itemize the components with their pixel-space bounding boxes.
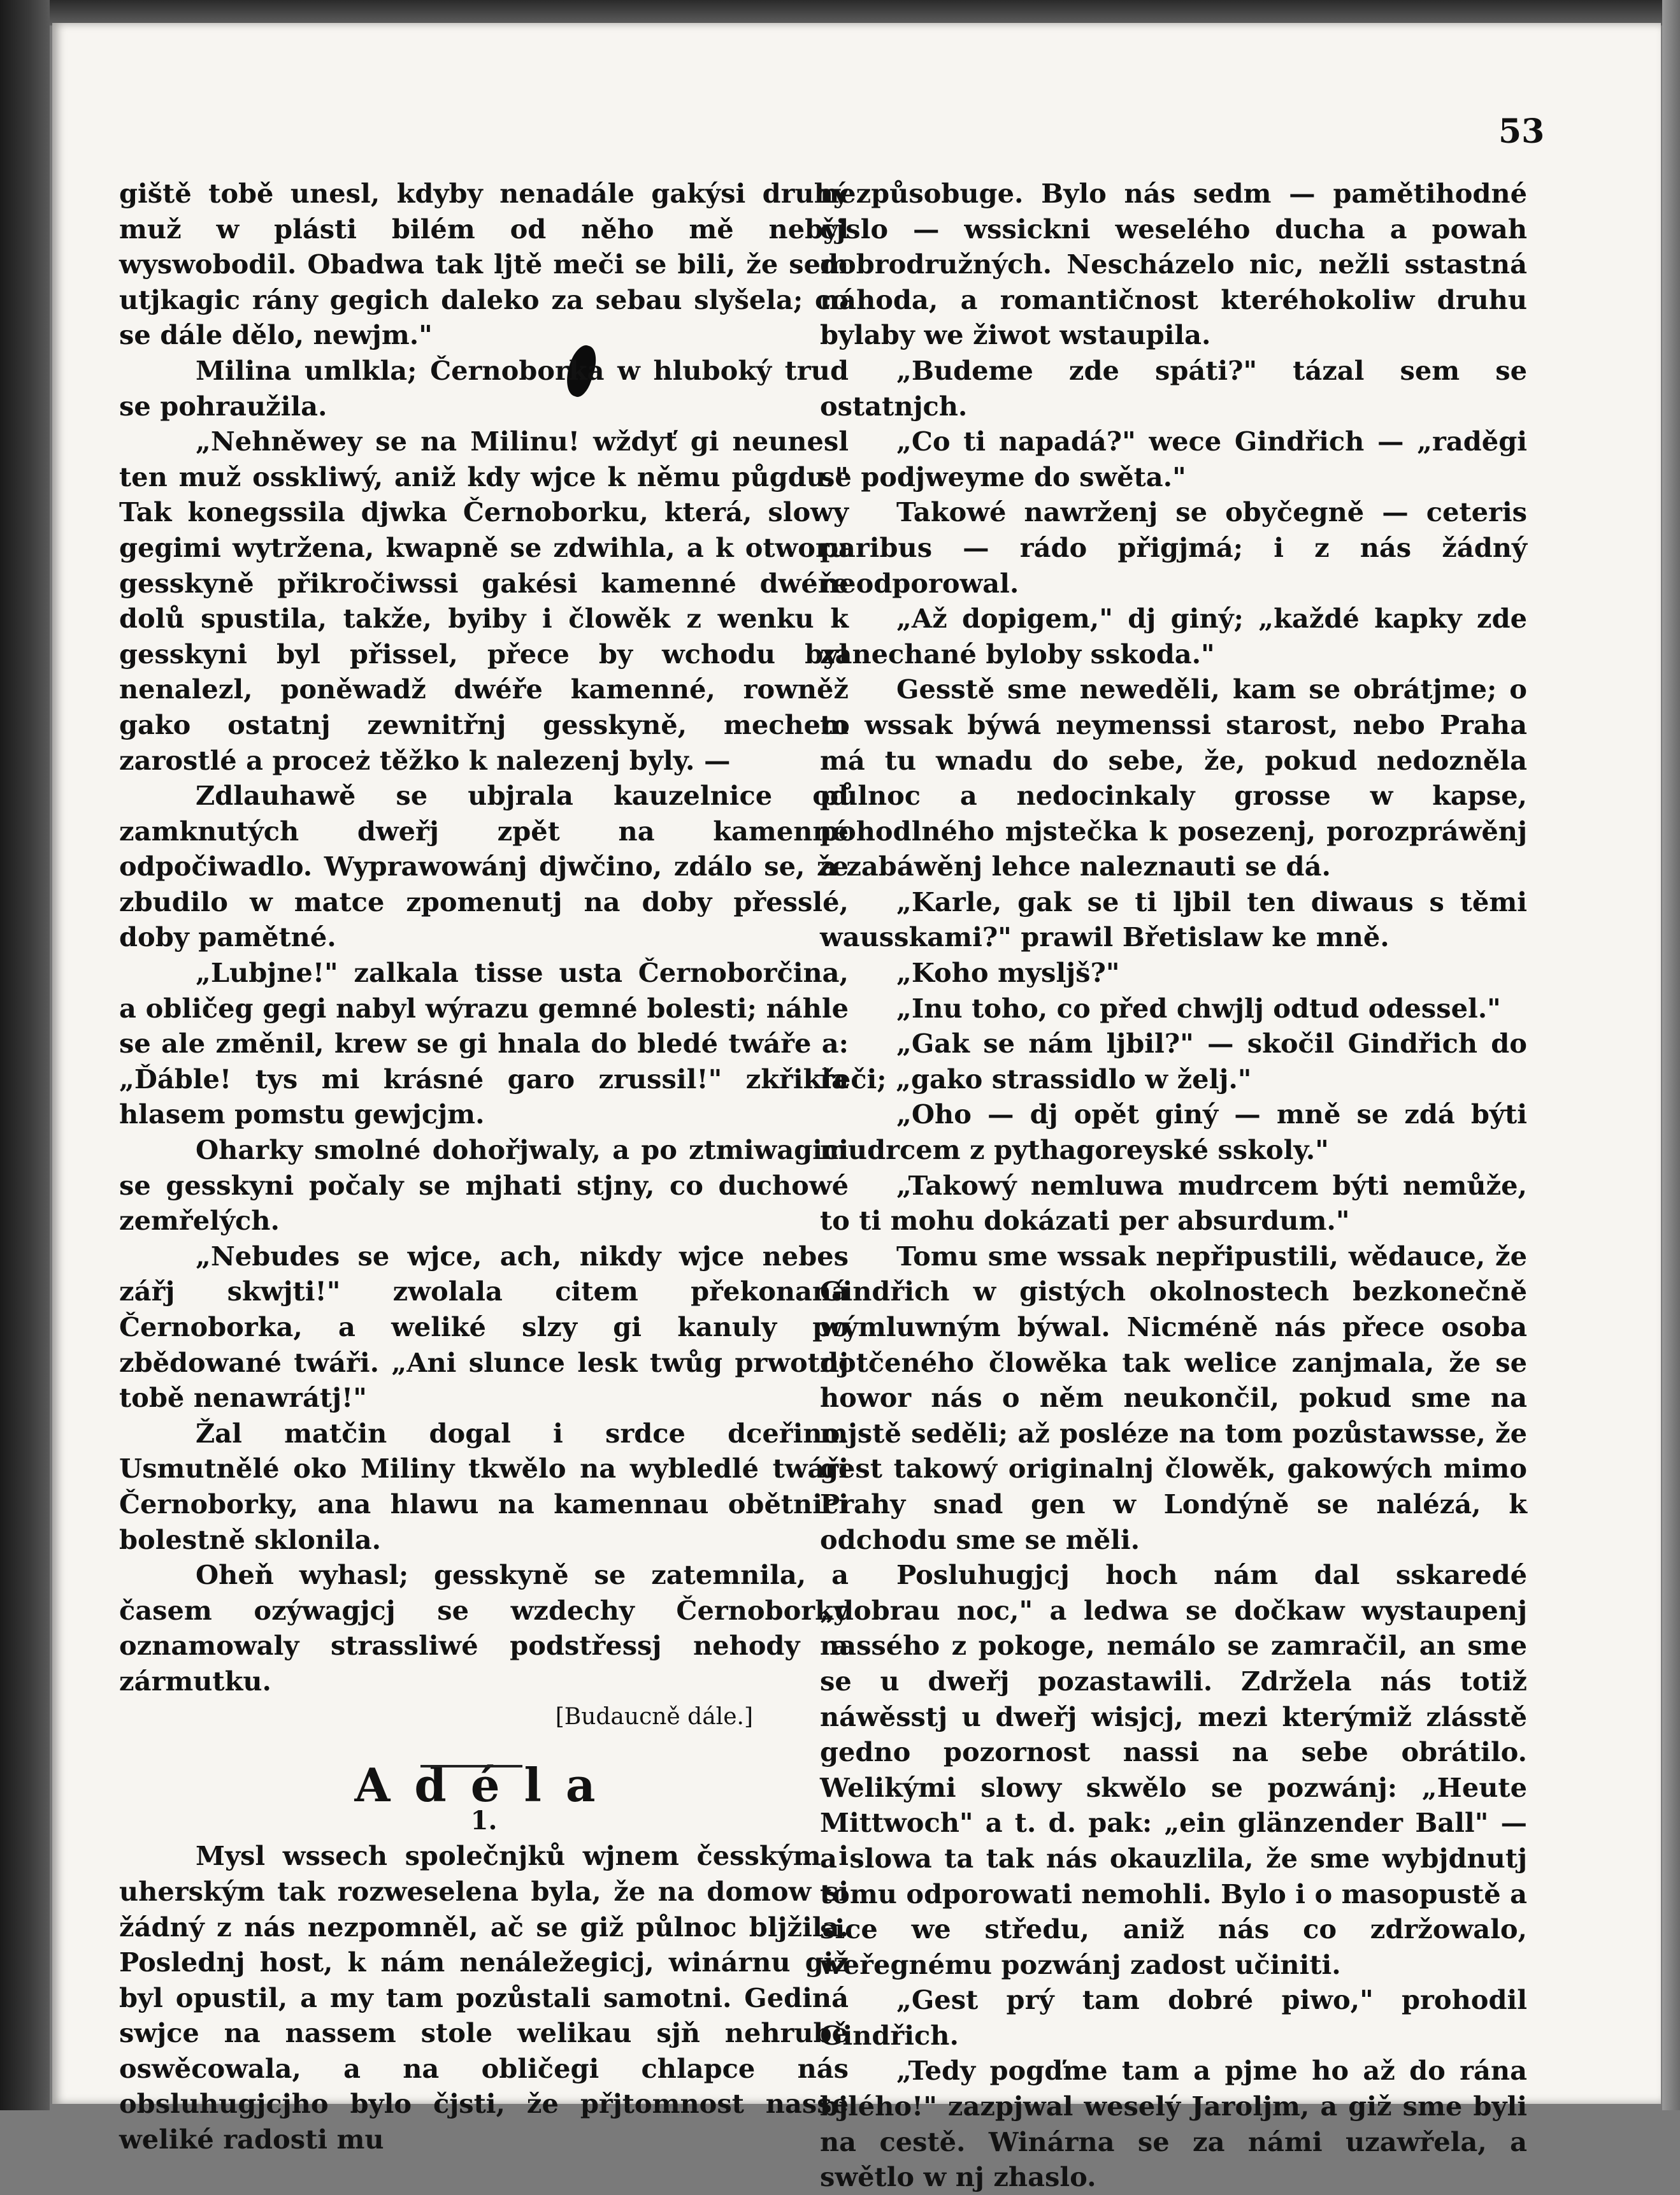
paragraph: Tomu sme wssak nepřipustili, wědauce, že Gindřich w gistých okolnostech bezkonečně wýmluwným býwal. Nicméně nás přece osoba dotčeného člowěka tak welice zanjmala, že se howor nás o něm neukončil, pokud sme na mjstě seděli; až posléze na tom pozůstawsse, že gest takowý originalnj člowěk, gakowých mimo Prahy snad gen w Londýně se nalézá, k odchodu sme se měli. bbox=[820, 1240, 1527, 1555]
paragraph: „Gak se nám ljbil?" — skočil Gindřich do řeči; „gako strassidlo w želj." bbox=[820, 1028, 1527, 1095]
paragraph: Oheň wyhasl; gesskyně se zatemnila, a časem ozýwagjcj se wzdechy Černoborky oznamowaly strassliwé podstřessj nehody a zármutku. bbox=[119, 1559, 849, 1697]
paragraph: „Takowý nemluwa mudrcem býti nemůže, to ti mohu dokázati per absurdum." bbox=[820, 1169, 1527, 1237]
paragraph: „Inu toho, co před chwjlj odtud odessel." bbox=[896, 992, 1501, 1024]
paragraph: „Lubjne!" zalkala tisse usta Černoborčina, a obličeg gegi nabyl wýrazu gemné bolesti; náhle se ale změnil, krew se gi hnala do bledé twáře a: „Ďáble! tys mi krásné garo zrussil!" zkřikla hlasem pomstu gewjcjm. bbox=[119, 957, 849, 1130]
paragraph: „Oho — dj opět giný — mně se zdá býti mudrcem z pythagoreyské sskoly." bbox=[820, 1098, 1527, 1166]
scan-binding-edge bbox=[0, 0, 50, 2110]
paragraph: „Karle, gak se ti ljbil ten diwaus s těmi wausskami?" prawil Břetislaw ke mně. bbox=[820, 886, 1527, 953]
paragraph: „Koho myslјš?" bbox=[896, 957, 1120, 989]
story-title: Adéla bbox=[354, 1758, 620, 1813]
book-page bbox=[52, 23, 1661, 2193]
right-column bbox=[820, 176, 1527, 2195]
paragraph: „Tedy pogďme tam a pjme ho až do rána bjlého!" zazpjwal weselý Jaroljm, a giž sme byli na cestě. Winárna se za námi uzawřela, a swětlo w nj zhaslo. bbox=[820, 2055, 1527, 2193]
paragraph: „Až dopigem," dj giný; „každé kapky zde zanechané byloby sskoda." bbox=[820, 603, 1527, 670]
paragraph: Milina umlkla; Černoborka w hluboký trud se pohraužila. bbox=[119, 354, 849, 422]
paragraph: Mysl wssech společnjků wjnem česským i uherským tak rozweselena byla, že na domow si žádný z nás nezpomněl, ač se giž půlnoc blјžila. Poslednj host, k nám nenáležegicj, winárnu giž byl opustil, a my tam pozůstali samotni. Gediná swjce na nassem stole welikau sjň nehrubě oswěcowala, a na obličegi chlapce nás obsluhugjcjho bylo čjsti, že přjtomnost nasse weliké radosti mu bbox=[119, 1840, 849, 2155]
section-divider bbox=[420, 1765, 522, 1767]
paragraph: Zdlauhawě se ubjrala kauzelnice od zamknutých dweřj zpět na kamenné odpočiwadlo. Wyprawowánj djwčino, zdálo se, že zbudilo w matce zpomenutj na doby přesslé, doby pamětné. bbox=[119, 780, 849, 953]
page-number: 53 bbox=[1498, 112, 1545, 151]
paragraph: „Nehněwey se na Milinu! wždyť gi neunesl ten muž osskliwý, aniž kdy wjce k němu půgdu." Tak konegssila djwka Černoborku, která, slowy gegimi wytržena, kwapně se zdwihla, a k otworu gesskyně přikročiwssi gakési kamenné dwéře dolů spustila, takže, byiby i člowěk z wenku k gesskyni byl přissel, přece by wchodu byl nenalezl, poněwadž dwéře kamenné, rowněž gako ostatnj zewnitřnj gesskyně, mechem zarostlé a proceż těžko k nalezenj byly. — bbox=[119, 426, 849, 776]
paragraph: „Co ti napadá?" wece Gindřich — „raděgi se podjweyme do swěta." bbox=[820, 426, 1527, 493]
paragraph: „Budeme zde spáti?" tázal sem se ostatnjch. bbox=[820, 354, 1527, 422]
paragraph: Posluhugjcj hoch nám dal sskaredé „dobrau noc," a ledwa se dočkaw wystaupenj nassého z pokoge, nemálo se zamračil, an sme se u dweřj pozastawili. Zdržela nás totiž náwěsstj u dweřj wisjcj, mezi kterýmiž zlásstě gedno pozornost nassi na sebe obrátilo. Welikými slowy skwělo se pozwánj: „Heute Mittwoch" a t. d. pak: „ein glänzender Ball" — a slowa ta tak nás okauzlila, že sme wybjdnutj tomu odporowati nemohli. Bylo i o masopustě a sice we středu, aniž nás co zdržowalo, weřegnému pozwánj zadost učiniti. bbox=[820, 1559, 1527, 1980]
paragraph: Žal matčin dogal i srdce dceřino. Usmutnělé oko Miliny tkwělo na wybledlé twáři Černoborky, ana hlawu na kamennau obětnici bolestně sklonila. bbox=[119, 1417, 849, 1555]
scan-right-edge bbox=[1662, 0, 1680, 2110]
paragraph: Oharky smolné dohořjwaly, a po ztmiwagici se gesskyni počaly se mjhati stjny, co duchowé zemřelých. bbox=[119, 1134, 849, 1237]
continued-note: [Budaucně dále.] bbox=[555, 1703, 753, 1730]
paragraph: „Gest prý tam dobré piwo," prohodil Gindřich. bbox=[820, 1984, 1527, 2051]
left-column bbox=[119, 176, 849, 2157]
paragraph: „Nebudes se wjce, ach, nikdy wjce nebes zářj skwjti!" zwolala citem překonaná Černoborka, a weliké slzy gi kanuly po zbědowané twáři. „Ani slunce lesk twůg prwotnj tobě nenawrátj!" bbox=[119, 1240, 849, 1414]
chapter-number: 1. bbox=[470, 1805, 498, 1836]
paragraph: Gesstě sme neweděli, kam se obrátjme; o to wssak býwá neymenssi starost, nebo Praha má tu wnadu do sebe, že, pokud nedozněla půlnoc a nedocinkaly grosse w kapse, pohodlného mjstečka k posezenj, porozpráwěnj a zabáwěnj lehce naleznauti se dá. bbox=[820, 673, 1527, 882]
paragraph: Takowé nawrženj se obyčegně — ceteris paribus — rádo přigjmá; i z nás žádný neodporowal. bbox=[820, 496, 1527, 599]
paragraph: giště tobě unesl, kdyby nenadále gakýsi druhý muž w plásti bilém od něho mě nebyl wyswobodil. Obadwa tak ljtě meči se bili, že sem utjkagic rány gegich daleko za sebau slyšela; co se dále dělo, newjm." bbox=[119, 178, 849, 351]
scan-top-edge bbox=[0, 0, 1680, 25]
paragraph: nezpůsobuge. Bylo nás sedm — pamětihodné čjslo — wssickni weselého ducha a powah dobrodružných. Nescházelo nic, nežli sstastná náhoda, a romantičnost kteréhokoliw druhu bylaby we žiwot wstaupila. bbox=[820, 178, 1527, 351]
